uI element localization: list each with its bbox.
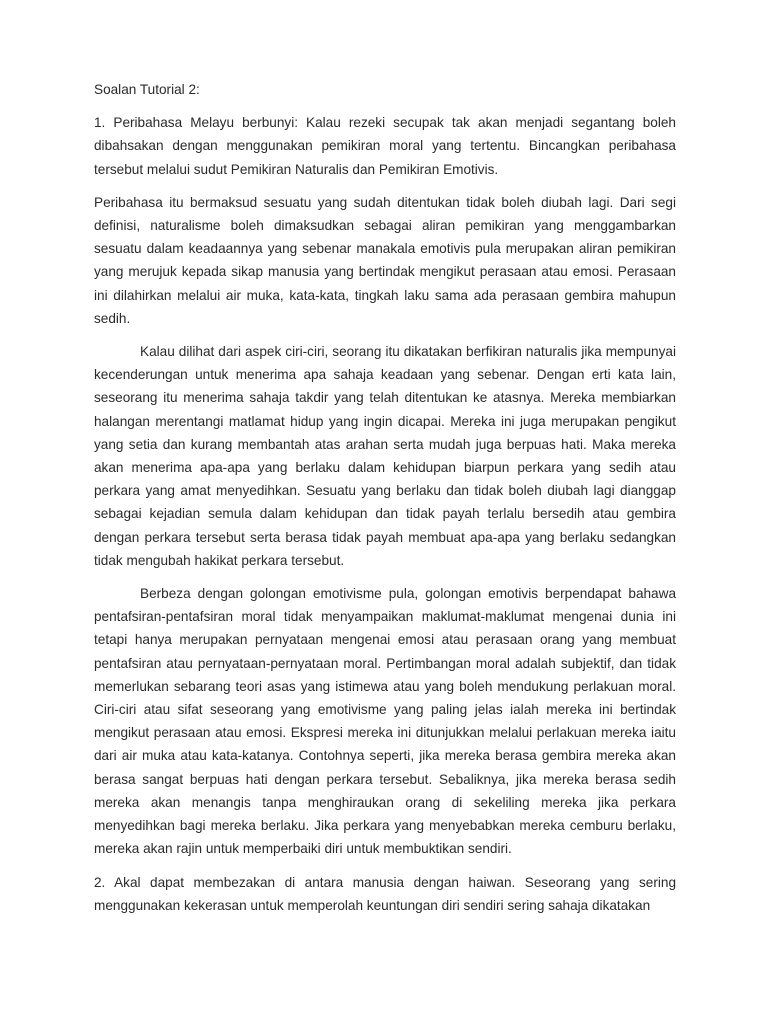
question-1-paragraph: 1. Peribahasa Melayu berbunyi: Kalau rezeki secupak tak akan menjadi segantang boleh dibahsakan dengan menggunakan pemikiran moral yang tertentu. Bincangkan peribahasa tersebut melalui sudut Pemikiran Naturalis dan Pemikiran Emotivis. <box>94 115 676 177</box>
question-2-paragraph: 2. Akal dapat membezakan di antara manusia dengan haiwan. Seseorang yang sering menggunakan kekerasan untuk memperolah keuntungan diri sendiri sering sahaja dikatakan <box>94 874 676 913</box>
document-title: Soalan Tutorial 2: <box>94 82 200 97</box>
answer-definition-paragraph: Peribahasa itu bermaksud sesuatu yang sudah ditentukan tidak boleh diubah lagi. Dari segi definisi, naturalisme boleh dimaksudkan sebagai aliran pemikiran yang menggambarkan sesuatu dalam keadaannya yang sebenar manakala emotivis pula merupakan aliran pemikiran yang merujuk kepada sikap manusia yang bertindak mengikut perasaan atau emosi. Perasaan ini dilahirkan melalui air muka, kata-kata, tingkah laku sama ada perasaan gembira mahupun sedih. <box>94 194 676 326</box>
naturalis-paragraph: Kalau dilihat dari aspek ciri-ciri, seorang itu dikatakan berfikiran naturalis jika mempunyai kecenderungan untuk menerima apa sahaja keadaan yang sebenar. Dengan erti kata lain, seseorang itu menerima sahaja takdir yang telah ditentukan ke atasnya. Mereka membiarkan halangan merentangi matlamat hidup yang ingin dicapai. Mereka ini juga merupakan pengikut yang setia dan kurang membantah atas arahan serta mudah juga berpuas hati. Maka mereka akan menerima apa-apa yang berlaku dalam kehidupan biarpun perkara yang sedih atau perkara yang amat menyedihkan. Sesuatu yang berlaku dan tidak boleh diubah lagi dianggap sebagai kejadian semula dalam kehidupan dan tidak payah terlalu bersedih atau gembira dengan perkara tersebut serta berasa tidak payah membuat apa-apa yang berlaku sedangkan tidak mengubah hakikat perkara tersebut. <box>94 344 676 568</box>
document-page <box>94 78 676 927</box>
emotivis-paragraph: Berbeza dengan golongan emotivisme pula, golongan emotivis berpendapat bahawa pentafsiran-pentafsiran moral tidak menyampaikan maklumat-maklumat mengenai dunia ini tetapi hanya merupakan pernyataan mengenai emosi atau perasaan orang yang membuat pentafsiran atau pernyataan-pernyataan moral. Pertimbangan moral adalah subjektif, dan tidak memerlukan sebarang teori asas yang istimewa atau yang boleh mendukung perlakuan moral. Ciri-ciri atau sifat seseorang yang emotivisme yang paling jelas ialah mereka ini bertindak mengikut perasaan atau emosi. Ekspresi mereka ini ditunjukkan melalui perlakuan mereka iaitu dari air muka atau kata-katanya. Contohnya seperti, jika mereka berasa gembira mereka akan berasa sangat berpuas hati dengan perkara tersebut. Sebaliknya, jika mereka berasa sedih mereka akan menangis tanpa menghiraukan orang di sekeliling mereka jika perkara menyedihkan bagi mereka berlaku. Jika perkara yang menyebabkan mereka cemburu berlaku, mereka akan rajin untuk memperbaiki diri untuk membuktikan sendiri. <box>94 586 676 857</box>
